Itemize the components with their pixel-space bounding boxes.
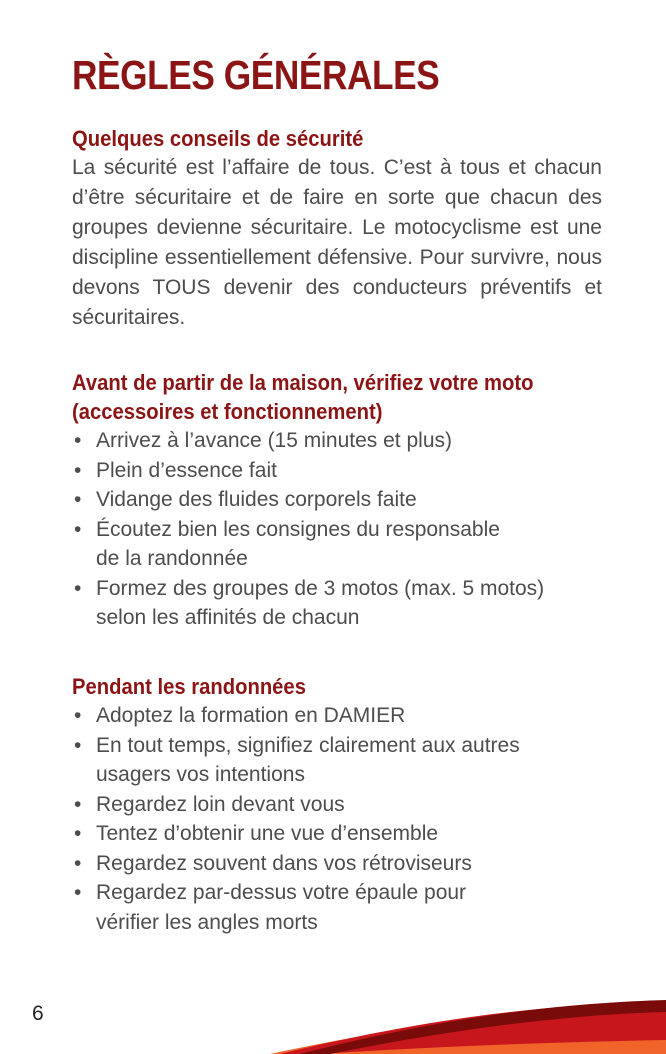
list-item-continuation: usagers vos intentions xyxy=(96,763,305,786)
bullet-icon: • xyxy=(74,704,82,727)
list-item: • Arrivez à l’avance (15 minutes et plus) xyxy=(72,426,602,456)
section-heading: Pendant les randonnées xyxy=(72,674,306,699)
bullet-icon: • xyxy=(74,458,82,482)
list-item: • Regardez par-dessus votre épaule pour xyxy=(72,878,602,908)
list-item: • Écoutez bien les consignes du responsable xyxy=(72,515,602,545)
bullet-icon: • xyxy=(74,851,82,875)
bullet-icon: • xyxy=(74,881,82,904)
section-heading: Quelques conseils de sécurité xyxy=(72,126,364,151)
list-item-continuation: de la randonnée xyxy=(96,547,248,570)
list-item: • Vidange des fluides corporels faite xyxy=(72,485,602,515)
list-item: • Tentez d’obtenir une vue d’ensemble xyxy=(72,819,602,849)
list-item-continuation: vérifier les angles morts xyxy=(96,910,318,934)
section-heading-line-2: (accessoires et fonctionnement) xyxy=(72,399,383,424)
bullet-icon: • xyxy=(74,733,82,757)
bullet-icon: • xyxy=(74,488,82,511)
list-item-continuation: selon les affinités de chacun xyxy=(96,606,360,629)
bullet-icon: • xyxy=(74,517,82,541)
list-item: • Formez des groupes de 3 motos (max. 5 motos) xyxy=(72,574,602,604)
list-item: • Adoptez la formation en DAMIER xyxy=(72,701,602,731)
page-number: 6 xyxy=(32,1002,44,1025)
section-paragraph: La sécurité est l’affaire de tous. C’est à tous et chacun d’être sécuritaire et de faire en sorte que chacun des groupes devienne sécuritaire. Le motocyclisme est une discipline essentiellement défensive. Pour survivre, nous devons TOUS devenir des conducteurs préventifs et sécuritaires. xyxy=(72,156,602,329)
list-item: • En tout temps, signifiez clairement aux autres xyxy=(72,731,602,761)
bullet-icon: • xyxy=(74,822,82,845)
page-title: RÈGLES GÉNÉRALES xyxy=(72,52,440,98)
list-item: • Plein d’essence fait xyxy=(72,456,602,486)
bullet-icon: • xyxy=(74,792,82,816)
list-item: • Regardez loin devant vous xyxy=(72,790,602,820)
bullet-icon: • xyxy=(74,576,82,600)
section-heading-line-1: Avant de partir de la maison, vérifiez votre moto xyxy=(72,370,534,395)
bullet-icon: • xyxy=(74,429,82,452)
list-item: • Regardez souvent dans vos rétroviseurs xyxy=(72,849,602,879)
